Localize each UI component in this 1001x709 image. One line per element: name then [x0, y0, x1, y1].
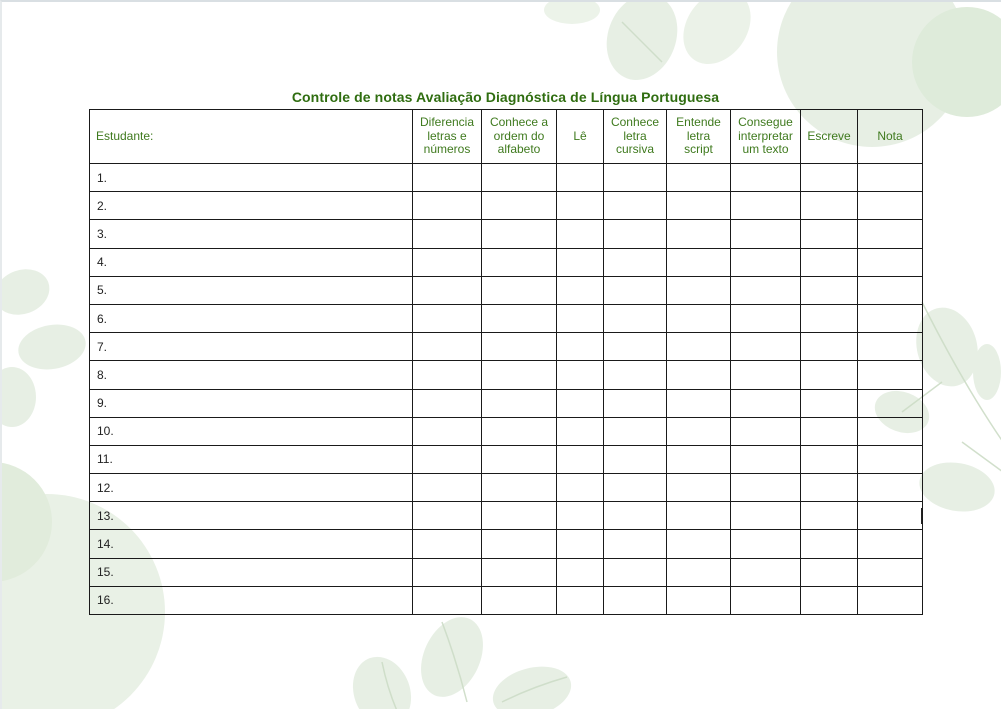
grade-cell[interactable] [667, 417, 731, 445]
student-number-cell[interactable]: 10. [90, 417, 413, 445]
grade-cell[interactable] [604, 502, 667, 530]
grade-cell[interactable] [858, 389, 923, 417]
grade-cell[interactable] [731, 333, 801, 361]
table-row [90, 276, 923, 304]
grade-cell[interactable] [557, 220, 604, 248]
grade-cell[interactable] [557, 474, 604, 502]
grade-cell[interactable] [801, 530, 858, 558]
grade-cell[interactable] [667, 192, 731, 220]
grade-cell[interactable] [482, 276, 557, 304]
table-row [90, 417, 923, 445]
grade-cell[interactable] [858, 445, 923, 473]
student-number-cell[interactable]: 4. [90, 248, 413, 276]
grade-cell[interactable] [801, 276, 858, 304]
grade-cell[interactable] [731, 276, 801, 304]
grade-cell[interactable] [801, 389, 858, 417]
grade-cell[interactable] [482, 474, 557, 502]
grade-cell[interactable] [604, 530, 667, 558]
grade-cell[interactable] [413, 248, 482, 276]
grade-cell[interactable] [858, 586, 923, 614]
header-letra-cursiva: Conhece letra cursiva [604, 110, 667, 164]
table-row [90, 192, 923, 220]
grade-cell[interactable] [604, 304, 667, 332]
grade-cell[interactable] [731, 220, 801, 248]
table-row [90, 333, 923, 361]
grade-cell[interactable] [731, 361, 801, 389]
table-row [90, 502, 923, 530]
grade-cell[interactable] [801, 558, 858, 586]
grade-cell[interactable] [482, 220, 557, 248]
header-diferencia-letras: Diferencia letras e números [413, 110, 482, 164]
header-letra-script: Entende letra script [667, 110, 731, 164]
grade-cell[interactable] [604, 361, 667, 389]
grade-cell[interactable] [413, 558, 482, 586]
grade-cell[interactable] [858, 474, 923, 502]
grade-cell[interactable] [731, 586, 801, 614]
grades-table [89, 109, 923, 615]
grade-cell[interactable] [482, 389, 557, 417]
grade-cell[interactable] [413, 276, 482, 304]
student-number-cell[interactable]: 3. [90, 220, 413, 248]
student-number-cell[interactable]: 14. [90, 530, 413, 558]
grade-cell[interactable] [858, 530, 923, 558]
table-row [90, 304, 923, 332]
grade-cell[interactable] [801, 333, 858, 361]
header-interpretar-texto: Consegue interpretar um texto [731, 110, 801, 164]
grade-cell[interactable] [413, 586, 482, 614]
student-number-cell[interactable]: 11. [90, 445, 413, 473]
grade-cell[interactable] [413, 530, 482, 558]
grade-cell[interactable] [557, 248, 604, 276]
grade-cell[interactable] [557, 164, 604, 192]
grade-cell[interactable] [604, 164, 667, 192]
header-estudante: Estudante: [90, 110, 413, 164]
grade-cell[interactable] [801, 474, 858, 502]
grade-cell[interactable] [801, 220, 858, 248]
grade-cell[interactable] [413, 192, 482, 220]
grade-cell[interactable] [413, 164, 482, 192]
grade-cell[interactable] [667, 164, 731, 192]
grade-cell[interactable] [731, 445, 801, 473]
grade-cell[interactable] [731, 389, 801, 417]
table-row [90, 530, 923, 558]
grade-cell[interactable] [557, 192, 604, 220]
grade-cell[interactable] [413, 502, 482, 530]
grade-cell[interactable] [482, 558, 557, 586]
header-ordem-alfabeto: Conhece a ordem do alfabeto [482, 110, 557, 164]
grade-cell[interactable] [604, 445, 667, 473]
grade-cell[interactable] [482, 304, 557, 332]
table-row [90, 474, 923, 502]
grade-cell[interactable] [482, 530, 557, 558]
grade-cell[interactable] [557, 333, 604, 361]
table-row [90, 361, 923, 389]
grade-cell[interactable] [667, 445, 731, 473]
grade-cell[interactable] [667, 248, 731, 276]
text-cursor [921, 508, 922, 524]
student-number-cell[interactable]: 7. [90, 333, 413, 361]
table-row [90, 445, 923, 473]
grade-cell[interactable] [731, 530, 801, 558]
grade-cell[interactable] [667, 502, 731, 530]
grade-cell[interactable] [667, 389, 731, 417]
student-number-cell[interactable]: 12. [90, 474, 413, 502]
grade-cell[interactable] [413, 304, 482, 332]
grade-cell[interactable] [413, 220, 482, 248]
grade-cell[interactable] [858, 361, 923, 389]
grade-cell[interactable] [667, 530, 731, 558]
grade-cell[interactable] [413, 333, 482, 361]
grade-cell[interactable] [731, 502, 801, 530]
grade-cell[interactable] [413, 417, 482, 445]
table-header-row [90, 110, 923, 164]
grade-cell[interactable] [858, 502, 923, 530]
grade-cell[interactable] [667, 558, 731, 586]
table-body [90, 164, 923, 615]
grade-cell[interactable] [413, 445, 482, 473]
grade-cell[interactable] [482, 445, 557, 473]
grade-cell[interactable] [557, 417, 604, 445]
grade-cell[interactable] [482, 502, 557, 530]
student-number-cell[interactable]: 6. [90, 304, 413, 332]
grade-cell[interactable] [604, 333, 667, 361]
grade-cell[interactable] [482, 192, 557, 220]
grade-cell[interactable] [604, 558, 667, 586]
grade-cell[interactable] [731, 192, 801, 220]
grade-cell[interactable] [482, 586, 557, 614]
grade-cell[interactable] [557, 502, 604, 530]
grade-cell[interactable] [801, 586, 858, 614]
grade-cell[interactable] [413, 474, 482, 502]
header-le: Lê [557, 110, 604, 164]
grade-cell[interactable] [604, 192, 667, 220]
grade-cell[interactable] [801, 304, 858, 332]
grade-cell[interactable] [801, 192, 858, 220]
table-row [90, 220, 923, 248]
grade-cell[interactable] [482, 333, 557, 361]
grade-cell[interactable] [801, 248, 858, 276]
student-number-cell[interactable]: 16. [90, 586, 413, 614]
grade-cell[interactable] [801, 502, 858, 530]
student-number-cell[interactable]: 8. [90, 361, 413, 389]
table-row [90, 586, 923, 614]
grade-cell[interactable] [667, 276, 731, 304]
grade-cell[interactable] [801, 361, 858, 389]
grade-cell[interactable] [604, 248, 667, 276]
grade-cell[interactable] [482, 417, 557, 445]
student-number-cell[interactable]: 5. [90, 276, 413, 304]
grade-cell[interactable] [801, 445, 858, 473]
grade-cell[interactable] [482, 248, 557, 276]
grade-cell[interactable] [858, 192, 923, 220]
grade-cell[interactable] [667, 361, 731, 389]
grade-cell[interactable] [604, 220, 667, 248]
grade-cell[interactable] [557, 558, 604, 586]
grade-cell[interactable] [801, 417, 858, 445]
grade-cell[interactable] [557, 530, 604, 558]
header-nota: Nota [858, 110, 923, 164]
grade-cell[interactable] [858, 417, 923, 445]
student-number-cell[interactable]: 1. [90, 164, 413, 192]
grade-cell[interactable] [731, 417, 801, 445]
grade-cell[interactable] [858, 333, 923, 361]
grade-cell[interactable] [858, 248, 923, 276]
grade-cell[interactable] [604, 276, 667, 304]
table-row [90, 389, 923, 417]
grade-cell[interactable] [667, 220, 731, 248]
grade-cell[interactable] [858, 276, 923, 304]
grade-cell[interactable] [667, 333, 731, 361]
grade-cell[interactable] [731, 474, 801, 502]
grade-cell[interactable] [858, 164, 923, 192]
grade-cell[interactable] [604, 389, 667, 417]
grade-cell[interactable] [482, 164, 557, 192]
grade-cell[interactable] [557, 445, 604, 473]
grade-cell[interactable] [858, 558, 923, 586]
grade-cell[interactable] [858, 220, 923, 248]
grade-cell[interactable] [667, 474, 731, 502]
grade-cell[interactable] [413, 361, 482, 389]
table-row [90, 558, 923, 586]
grade-cell[interactable] [604, 417, 667, 445]
grade-cell[interactable] [604, 474, 667, 502]
grade-cell[interactable] [413, 389, 482, 417]
grade-cell[interactable] [557, 389, 604, 417]
student-number-cell[interactable]: 13. [90, 502, 413, 530]
student-number-cell[interactable]: 9. [90, 389, 413, 417]
grade-cell[interactable] [557, 361, 604, 389]
grade-cell[interactable] [858, 304, 923, 332]
grade-cell[interactable] [731, 248, 801, 276]
grade-cell[interactable] [482, 361, 557, 389]
header-escreve: Escreve [801, 110, 858, 164]
grade-cell[interactable] [604, 586, 667, 614]
student-number-cell[interactable]: 15. [90, 558, 413, 586]
student-number-cell[interactable]: 2. [90, 192, 413, 220]
grade-cell[interactable] [557, 304, 604, 332]
grade-cell[interactable] [667, 304, 731, 332]
grade-cell[interactable] [557, 586, 604, 614]
grade-cell[interactable] [731, 164, 801, 192]
grade-cell[interactable] [731, 304, 801, 332]
grade-cell[interactable] [557, 276, 604, 304]
grade-cell[interactable] [731, 558, 801, 586]
table-row [90, 164, 923, 192]
grade-cell[interactable] [801, 164, 858, 192]
table-row [90, 248, 923, 276]
grade-cell[interactable] [667, 586, 731, 614]
document-title: Controle de notas Avaliação Diagnóstica de Língua Portuguesa [291, 89, 720, 105]
